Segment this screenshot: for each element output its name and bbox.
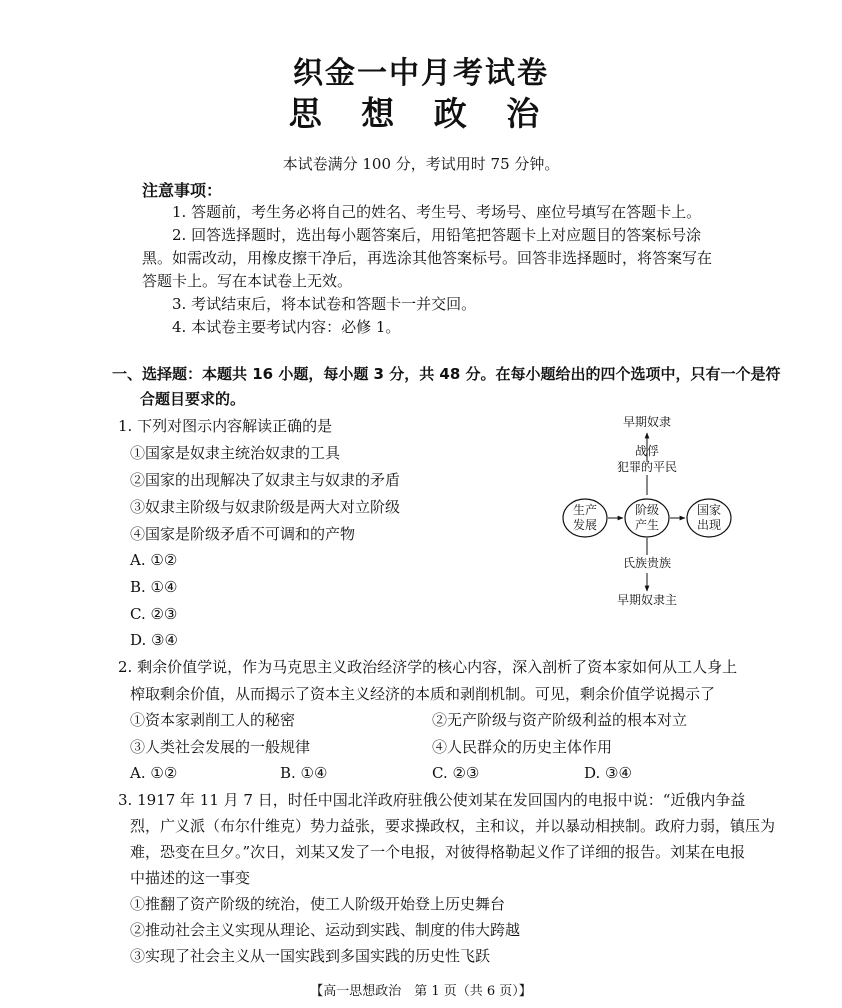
- note-line: 1. 答题前，考生务必将自己的姓名、考生号、考场号、座位号填写在答题卡上。: [172, 203, 702, 221]
- q1-diagram: [555, 405, 745, 610]
- diagram-down-label: 氏族贵族: [622, 556, 672, 570]
- section-heading-cont: 合题目要求的。: [140, 390, 246, 408]
- diagram-node-label: 产生: [634, 518, 660, 532]
- diagram-up-label: 犯罪的平民: [616, 460, 678, 474]
- diagram-bottom-label: 早期奴隶主: [616, 593, 678, 607]
- q3-item: ③实现了社会主义从一国实践到多国实践的历史性飞跃: [130, 947, 491, 965]
- q2-item: ④人民群众的历史主体作用: [432, 738, 613, 756]
- q2-item: ①资本家剥削工人的秘密: [130, 711, 296, 729]
- q1-stem: 1. 下列对图示内容解读正确的是: [118, 417, 333, 435]
- q2-option-b: B. ①④: [280, 764, 328, 782]
- exam-info: 本试卷满分 100 分，考试用时 75 分钟。: [282, 155, 560, 173]
- q3-stem-cont: 中描述的这一事变: [130, 869, 251, 887]
- note-line: 黑。如需改动，用橡皮擦干净后，再选涂其他答案标号。回答非选择题时，将答案写在: [142, 249, 713, 267]
- diagram-up-label: 战俘: [634, 444, 660, 458]
- q3-item: ②推动社会主义实现从理论、运动到实践、制度的伟大跨越: [130, 921, 521, 939]
- diagram-node-label: 阶级: [634, 503, 660, 517]
- q2-stem-cont: 榨取剩余价值，从而揭示了资本主义经济的本质和剥削机制。可见，剩余价值学说揭示了: [130, 685, 716, 703]
- q2-item: ③人类社会发展的一般规律: [130, 738, 311, 756]
- note-line: 2. 回答选择题时，选出每小题答案后，用铅笔把答题卡上对应题目的答案标号涂: [172, 226, 702, 244]
- q3-item: ①推翻了资产阶级的统治，使工人阶级开始登上历史舞台: [130, 895, 506, 913]
- q1-option-b: B. ①④: [130, 578, 178, 596]
- q2-option-d: D. ③④: [584, 764, 632, 782]
- q2-option-a: A. ①②: [130, 764, 178, 782]
- q1-item: ④国家是阶级矛盾不可调和的产物: [130, 525, 356, 543]
- q2-option-c: C. ②③: [432, 764, 480, 782]
- section-heading: 一、选择题：本题共 16 小题，每小题 3 分，共 48 分。在每小题给出的四个选项中，只有一个是符: [112, 365, 781, 383]
- q1-option-c: C. ②③: [130, 605, 178, 623]
- q3-stem-cont: 难，恐变在旦夕。”次日，刘某又发了一个电报，对彼得格勒起义作了详细的报告。刘某在电报: [130, 843, 746, 861]
- q1-item: ①国家是奴隶主统治奴隶的工具: [130, 444, 341, 462]
- exam-title: 织金一中月考试卷: [293, 56, 549, 91]
- note-line: 4. 本试卷主要考试内容：必修 1。: [172, 318, 401, 336]
- q1-option-a: A. ①②: [130, 551, 178, 569]
- notes-heading: 注意事项：: [142, 181, 223, 200]
- diagram-node-label: 发展: [572, 518, 598, 532]
- diagram-node-label: 生产: [572, 503, 598, 517]
- subject-title: 思 想 政 治: [288, 94, 554, 133]
- page-footer: 【高一思想政治 第 1 页（共 6 页）】: [310, 984, 532, 999]
- note-line: 答题卡上。写在本试卷上无效。: [142, 272, 353, 290]
- q2-item: ②无产阶级与资产阶级利益的根本对立: [432, 711, 688, 729]
- diagram-node-label: 国家: [696, 503, 722, 517]
- diagram-top-label: 早期奴隶: [622, 415, 672, 429]
- diagram-node-label: 出现: [696, 518, 722, 532]
- q3-stem-cont: 烈，广义派（布尔什维克）势力益张，要求操政权，主和议，并以暴动相挟制。政府力弱，镇压为: [130, 817, 776, 835]
- q1-option-d: D. ③④: [130, 631, 178, 649]
- note-line: 3. 考试结束后，将本试卷和答题卡一并交回。: [172, 295, 477, 313]
- q1-item: ②国家的出现解决了奴隶主与奴隶的矛盾: [130, 471, 401, 489]
- q2-stem: 2. 剩余价值学说，作为马克思主义政治经济学的核心内容，深入剖析了资本家如何从工人身上: [118, 658, 738, 676]
- q1-item: ③奴隶主阶级与奴隶阶级是两大对立阶级: [130, 498, 401, 516]
- q3-stem: 3. 1917 年 11 月 7 日，时任中国北洋政府驻俄公使刘某在发回国内的电报中说：“近俄内争益: [118, 791, 746, 809]
